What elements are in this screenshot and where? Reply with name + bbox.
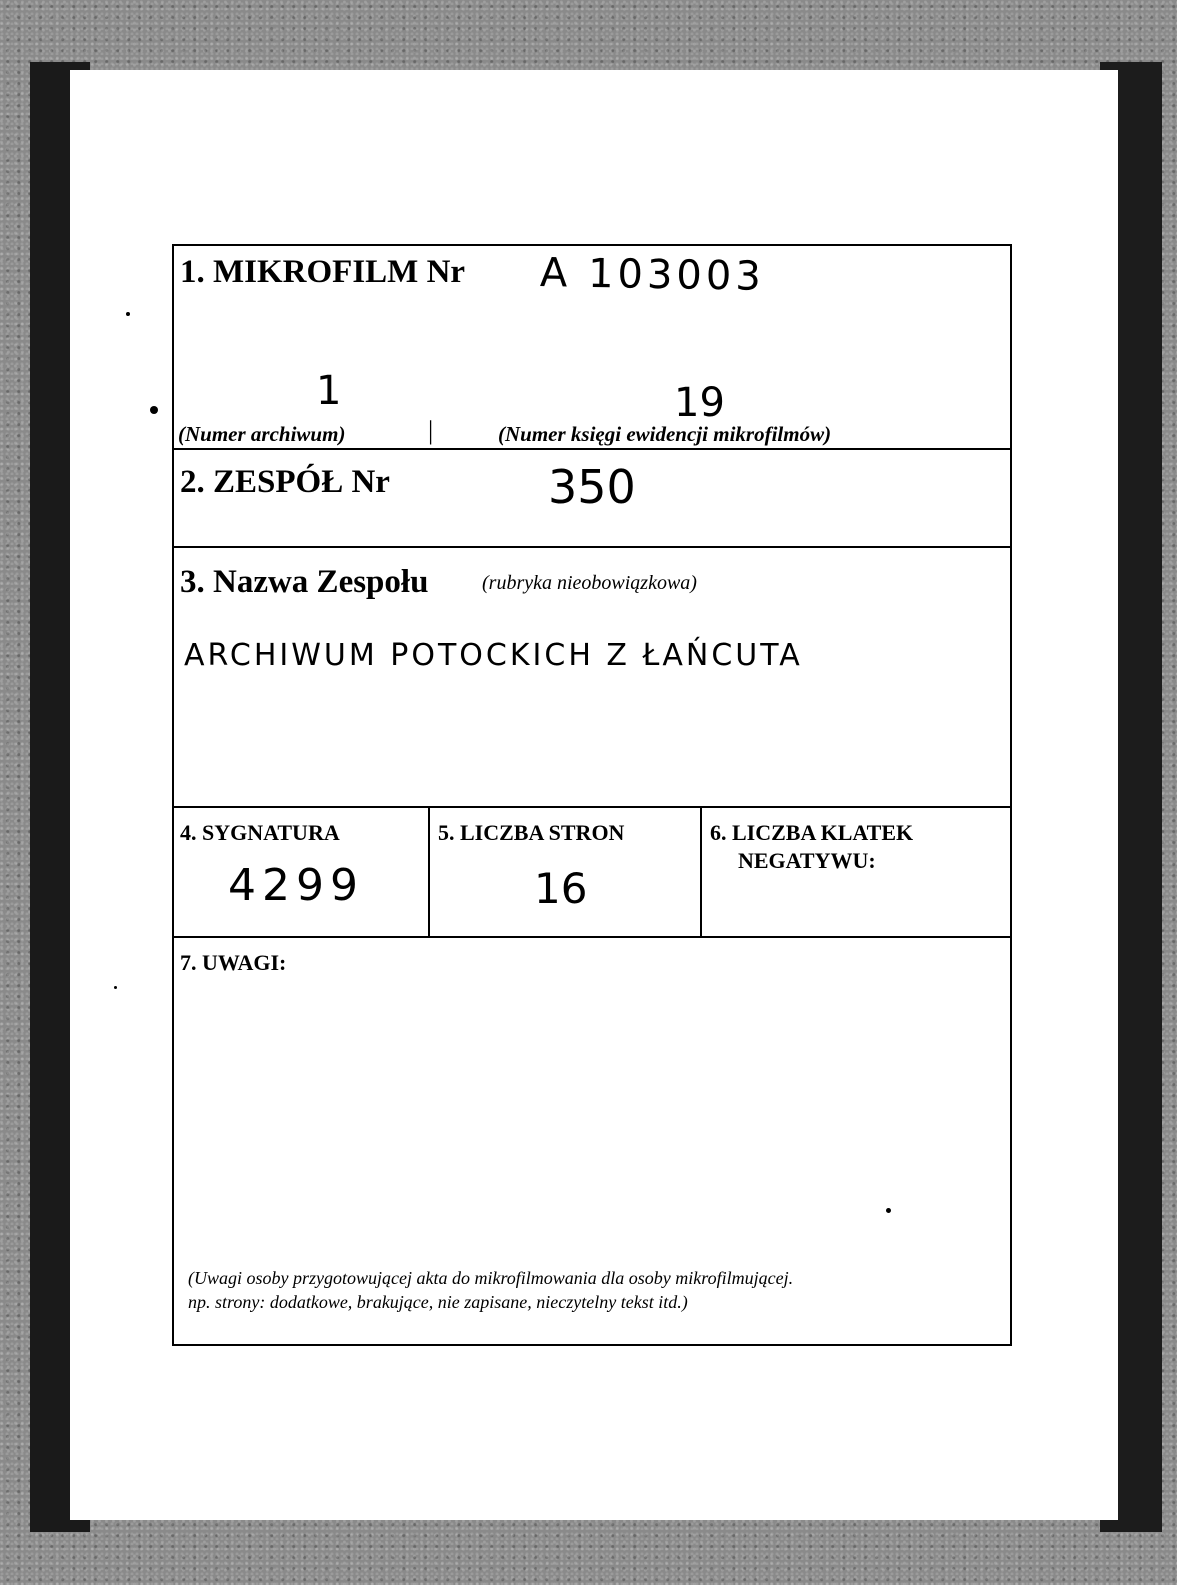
- microfilm-number-value: A 103003: [539, 250, 766, 300]
- fonds-number-value: 350: [548, 460, 636, 514]
- fonds-name-hint: (rubryka nieobowiązkowa): [482, 572, 697, 594]
- archive-number-value: 1: [316, 368, 342, 414]
- remarks-note-line1: (Uwagi osoby przygotowującej akta do mikrofilmowania dla osoby mikrofilmującej.: [188, 1268, 794, 1288]
- frames-count-label-line1: 6. LICZBA KLATEK: [710, 820, 914, 845]
- microfilm-record-form: [172, 244, 1012, 1346]
- archive-number-label: (Numer archiwum): [178, 422, 346, 446]
- divider: [174, 546, 1010, 548]
- register-number-value: 19: [674, 380, 725, 426]
- fonds-number-label: 2. ZESPÓŁ Nr: [180, 464, 390, 500]
- archive-register-separator: |: [428, 416, 434, 445]
- divider: [174, 936, 1010, 938]
- scan-speck: [114, 986, 117, 989]
- remarks-label: 7. UWAGI:: [180, 950, 287, 975]
- frames-count-label-line2: NEGATYWU:: [738, 848, 876, 873]
- microfilm-number-label: 1. MIKROFILM Nr: [180, 254, 466, 290]
- column-divider: [700, 806, 702, 936]
- column-divider: [428, 806, 430, 936]
- register-number-label: (Numer księgi ewidencji mikrofilmów): [498, 422, 832, 446]
- scan-speck: [126, 312, 130, 316]
- pages-count-value: 16: [534, 864, 588, 913]
- scan-speck: [150, 406, 158, 414]
- signature-label: 4. SYGNATURA: [180, 820, 340, 845]
- fonds-name-value: ARCHIWUM POTOCKICH Z ŁAŃCUTA: [184, 638, 803, 673]
- signature-value: 4299: [228, 860, 364, 911]
- divider: [174, 806, 1010, 808]
- divider: [174, 448, 1010, 450]
- fonds-name-label: 3. Nazwa Zespołu: [180, 564, 429, 600]
- pages-count-label: 5. LICZBA STRON: [438, 820, 625, 845]
- remarks-note-line2: np. strony: dodatkowe, brakujące, nie zapisane, nieczytelny tekst itd.): [188, 1292, 688, 1312]
